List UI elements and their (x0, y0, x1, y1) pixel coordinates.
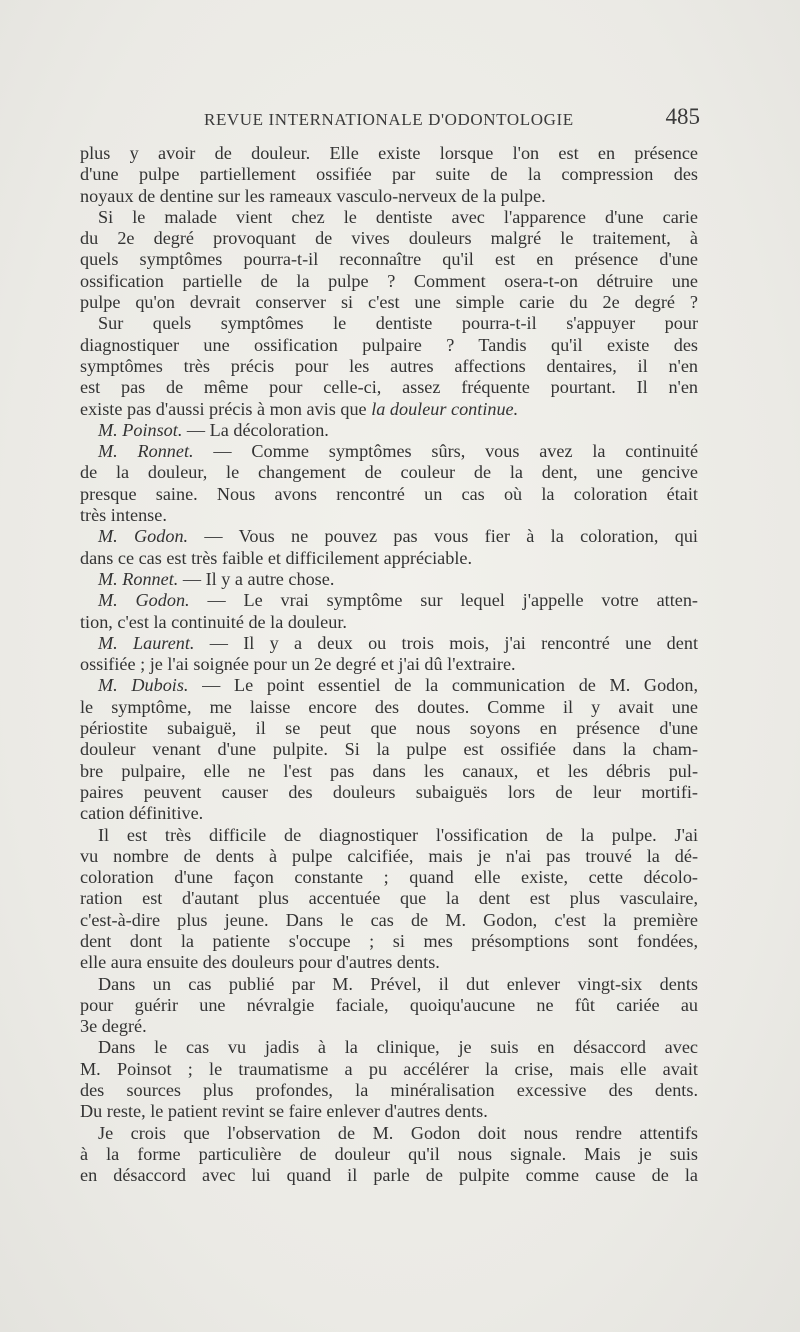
text-line: 3e degré. (80, 1016, 147, 1037)
dialogue-line: M. Laurent. — Il y a deux ou trois mois, j'ai rencontré une dent (98, 632, 698, 653)
dialogue-line: M. Godon. — Vous ne pouvez pas vous fier à la coloration, qui (98, 526, 698, 547)
speaker-name: M. Ronnet. (98, 441, 194, 462)
text-line: de la douleur, le changement de couleur de la dent, une gencive (80, 462, 698, 483)
speaker-name: M. Laurent. (98, 632, 195, 653)
speaker-name: M. Ronnet. (98, 568, 179, 589)
page-number: 485 (665, 104, 700, 129)
text-line: elle aura ensuite des douleurs pour d'autres dents. (80, 952, 440, 973)
text-line: en désaccord avec lui quand il parle de pulpite comme cause de la (80, 1165, 698, 1186)
emphasis: la douleur continue. (371, 398, 519, 419)
text-line: périostite subaiguë, il se peut que nous soyons en présence d'une (80, 718, 698, 739)
text-line: presque saine. Nous avons rencontré un cas où la coloration était (80, 483, 698, 504)
text-line: à la forme particulière de douleur qu'il nous signale. Mais je suis (80, 1143, 698, 1164)
text-line: cation définitive. (80, 803, 204, 824)
page-header (80, 104, 700, 134)
dialogue-line: M. Ronnet. — Comme symptômes sûrs, vous avez la continuité (98, 441, 699, 462)
text-line: plus y avoir de douleur. Elle existe lorsque l'on est en présence (80, 143, 698, 163)
text-line: vu nombre de dents à pulpe calcifiée, mais je n'ai pas trouvé la dé- (80, 845, 698, 866)
text-line: existe pas d'aussi précis à mon avis que la douleur continue. (80, 398, 519, 419)
text-line: du 2e degré provoquant de vives douleurs malgré le traitement, à (80, 228, 698, 249)
dialogue-line: M. Dubois. — Le point essentiel de la communication de M. Godon, (98, 675, 698, 696)
text-line: ossification partielle de la pulpe ? Comment osera-t-on détruire une (80, 270, 698, 291)
speaker-name: M. Poinsot. (98, 419, 183, 440)
speaker-name: M. Godon. (98, 590, 190, 611)
text-line: bre pulpaire, elle ne l'est pas dans les canaux, et les débris pul- (80, 760, 698, 781)
text-line: très intense. (80, 505, 167, 526)
text-line: noyaux de dentine sur les rameaux vasculo-nerveux de la pulpe. (80, 185, 546, 206)
paragraph-start-line: Il est très difficile de diagnostiquer l'ossification de la pulpe. J'ai (98, 824, 698, 845)
text-line: symptômes très précis pour les autres affections dentaires, il n'en (80, 355, 698, 376)
text-line: paires peuvent causer des douleurs subaiguës lors de leur mortifi- (80, 781, 698, 802)
text-line: M. Poinsot ; le traumatisme a pu accélérer la crise, mais elle avait (80, 1058, 698, 1079)
text-line: quels symptômes pourra-t-il reconnaître qu'il est en présence d'une (80, 249, 698, 270)
text-line: ration est d'autant plus accentuée que la dent est plus vasculaire, (80, 888, 698, 909)
speaker-name: M. Dubois. (98, 675, 189, 696)
text-line: d'une pulpe partiellement ossifiée par suite de la compression des (80, 164, 698, 185)
body-text (80, 143, 698, 1187)
speaker-name: M. Godon. (98, 526, 189, 547)
text-line: ossifiée ; je l'ai soignée pour un 2e degré et j'ai dû l'extraire. (80, 654, 516, 675)
text-line: douleur venant d'une pulpite. Si la pulpe est ossifiée dans la cham- (80, 739, 698, 760)
text-line: c'est-à-dire plus jeune. Dans le cas de M. Godon, c'est la première (80, 909, 698, 930)
text-line: pour guérir une névralgie faciale, quoiqu'aucune ne fût cariée au (80, 994, 698, 1015)
text-line: des sources plus profondes, la minéralisation excessive des dents. (80, 1080, 698, 1101)
dialogue-line: M. Ronnet. — Il y a autre chose. (98, 568, 335, 589)
text-line: diagnostiquer une ossification pulpaire ? Tandis qu'il existe des (80, 334, 698, 355)
text-line: pulpe qu'on devrait conserver si c'est une simple carie du 2e degré ? (80, 292, 698, 313)
text-line: tion, c'est la continuité de la douleur. (80, 611, 347, 632)
paragraph-start-line: Sur quels symptômes le dentiste pourra-t-il s'appuyer pour (98, 313, 698, 334)
text-line: dans ce cas est très faible et difficilement appréciable. (80, 547, 473, 568)
running-title: REVUE INTERNATIONALE D'ODONTOLOGIE (204, 110, 574, 129)
text-line: le symptôme, me laisse encore des doutes. Comme il y avait une (80, 696, 698, 717)
text-line: coloration d'une façon constante ; quand elle existe, cette décolo- (80, 867, 698, 888)
dialogue-line: M. Godon. — Le vrai symptôme sur lequel j'appelle votre atten- (98, 590, 698, 611)
paragraph-start-line: Dans un cas publié par M. Prével, il dut enlever vingt-six dents (98, 973, 698, 994)
text-line: dent dont la patiente s'occupe ; si mes présomptions sont fondées, (80, 930, 698, 951)
paragraph-start-line: Dans le cas vu jadis à la clinique, je suis en désaccord avec (98, 1037, 698, 1058)
text-line: Du reste, le patient revint se faire enlever d'autres dents. (80, 1101, 488, 1122)
text-line: est pas de même pour celle-ci, assez fréquente pourtant. Il n'en (80, 377, 698, 398)
paragraph-start-line: Si le malade vient chez le dentiste avec l'apparence d'une carie (98, 206, 698, 227)
paragraph-start-line: Je crois que l'observation de M. Godon doit nous rendre attentifs (98, 1122, 698, 1143)
dialogue-line: M. Poinsot. — La décoloration. (98, 419, 329, 440)
